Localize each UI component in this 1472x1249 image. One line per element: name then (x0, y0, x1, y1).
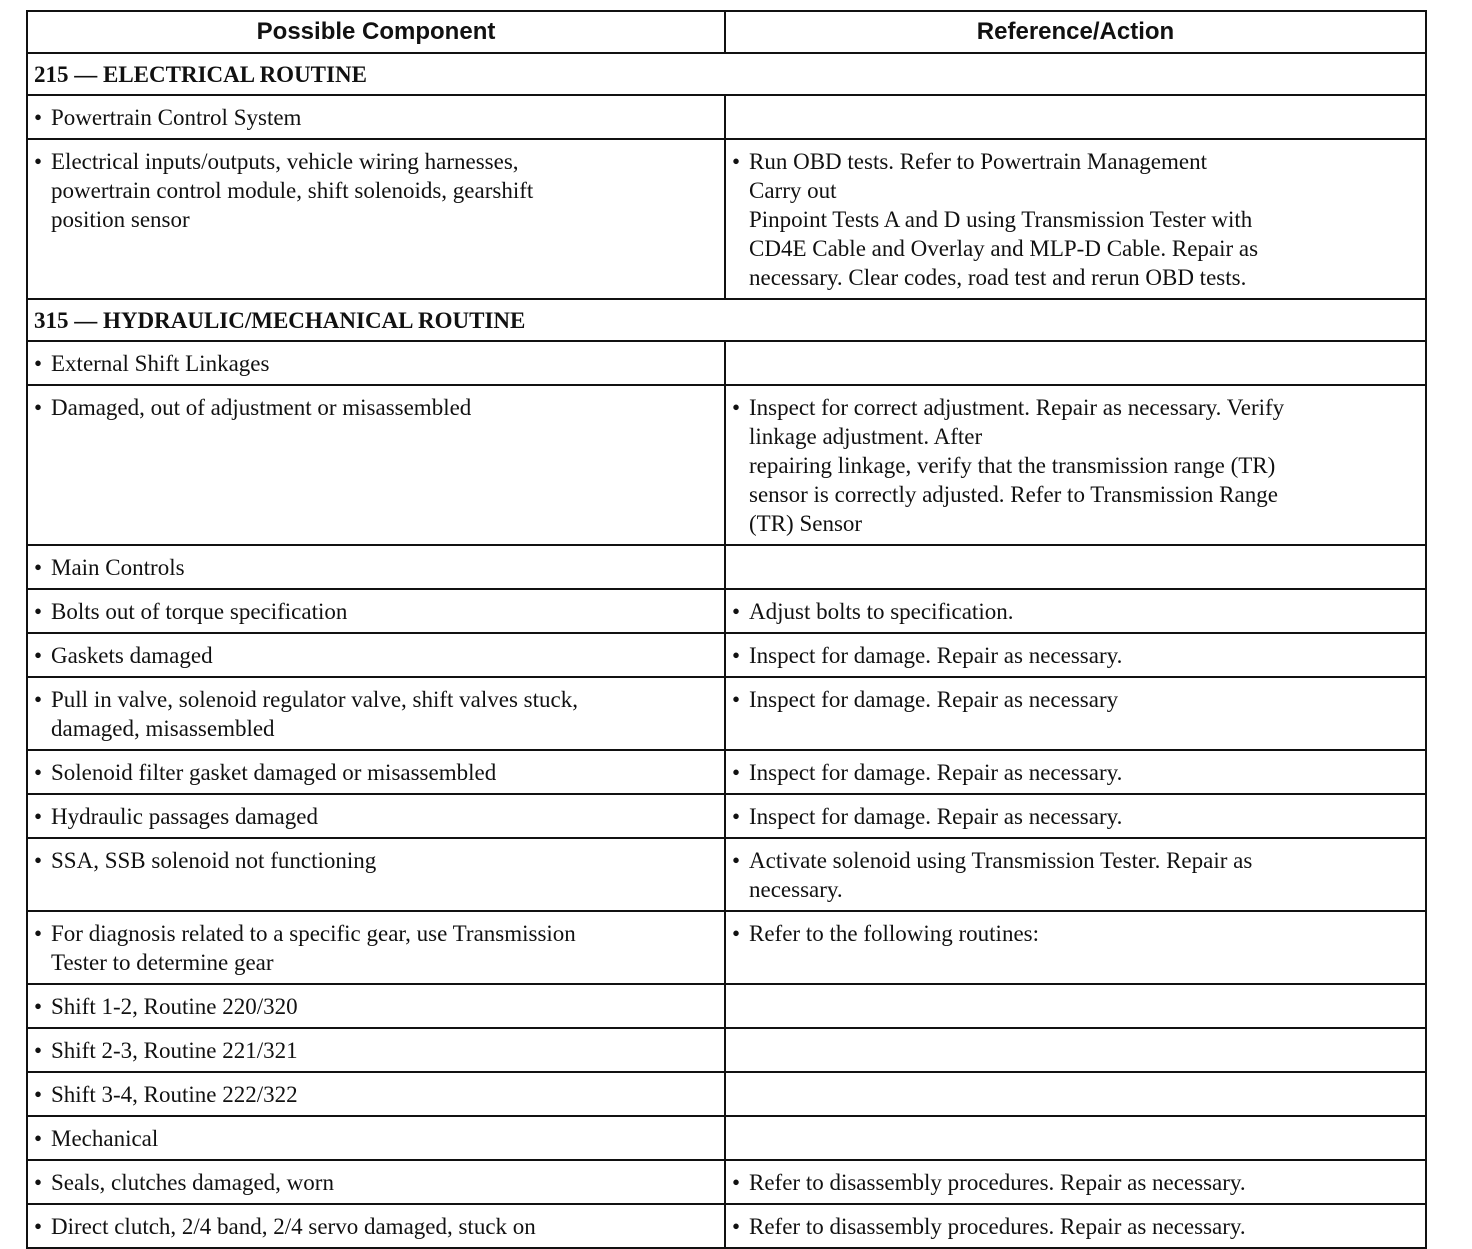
component-cell (27, 677, 725, 750)
table-row (27, 95, 1426, 139)
section-row (27, 299, 1426, 341)
action-line: necessary. (749, 877, 843, 902)
bullet-icon: • (34, 994, 43, 1019)
bullet-icon: • (34, 395, 43, 420)
component-text (51, 349, 718, 378)
section-heading: 315 — HYDRAULIC/MECHANICAL ROUTINE (27, 299, 1426, 341)
action-cell (725, 1204, 1426, 1248)
table-row (27, 341, 1426, 385)
bullet-icon: • (34, 599, 43, 624)
component-line: SSA, SSB solenoid not functioning (51, 848, 377, 873)
bullet-icon: • (34, 1170, 43, 1195)
table-body (27, 53, 1426, 1248)
component-line: Damaged, out of adjustment or misassembled (51, 395, 472, 420)
component-text (51, 1036, 718, 1065)
component-text (51, 1080, 718, 1109)
action-cell (725, 838, 1426, 911)
bullet-icon: • (34, 105, 43, 130)
bullet-icon: • (732, 1170, 741, 1195)
component-text (51, 1168, 718, 1197)
bullet-icon: • (34, 1082, 43, 1107)
action-text (749, 147, 1419, 292)
header-possible-component: Possible Component (27, 11, 725, 53)
component-cell (27, 984, 725, 1028)
component-line: Hydraulic passages damaged (51, 804, 318, 829)
table-row (27, 545, 1426, 589)
action-line: linkage adjustment. After (749, 424, 983, 449)
action-line: necessary. Clear codes, road test and rerun OBD tests. (749, 265, 1247, 290)
action-line: Refer to disassembly procedures. Repair as necessary. (749, 1214, 1246, 1239)
action-line: (TR) Sensor (749, 511, 863, 536)
table-row (27, 1072, 1426, 1116)
table-header-row (27, 11, 1426, 53)
component-text (51, 641, 718, 670)
action-cell (725, 794, 1426, 838)
bullet-icon: • (732, 804, 741, 829)
table-row (27, 984, 1426, 1028)
bullet-icon: • (732, 643, 741, 668)
bullet-icon: • (34, 643, 43, 668)
component-line: damaged, misassembled (51, 716, 275, 741)
action-line: Inspect for damage. Repair as necessary. (749, 643, 1123, 668)
header-reference-action: Reference/Action (725, 11, 1426, 53)
bullet-icon: • (732, 687, 741, 712)
bullet-icon: • (34, 804, 43, 829)
component-text (51, 846, 718, 875)
component-cell (27, 633, 725, 677)
action-cell (725, 589, 1426, 633)
component-line: For diagnosis related to a specific gear, use Transmission (51, 921, 576, 946)
action-text (749, 393, 1419, 538)
component-line: Mechanical (51, 1126, 159, 1151)
action-cell (725, 1028, 1426, 1072)
component-text (51, 758, 718, 787)
table-row (27, 794, 1426, 838)
action-text (749, 641, 1419, 670)
component-line: Seals, clutches damaged, worn (51, 1170, 334, 1195)
component-line: Shift 3-4, Routine 222/322 (51, 1082, 298, 1107)
action-cell (725, 984, 1426, 1028)
component-line: Direct clutch, 2/4 band, 2/4 servo damaged, stuck on (51, 1214, 536, 1239)
action-line: Run OBD tests. Refer to Powertrain Management (749, 149, 1207, 174)
component-text (51, 393, 718, 422)
action-cell (725, 385, 1426, 545)
bullet-icon: • (732, 599, 741, 624)
component-cell (27, 838, 725, 911)
action-line: Activate solenoid using Transmission Tester. Repair as (749, 848, 1253, 873)
action-line: Inspect for damage. Repair as necessary (749, 687, 1119, 712)
section-heading: 215 — ELECTRICAL ROUTINE (27, 53, 1426, 95)
action-cell (725, 1072, 1426, 1116)
bullet-icon: • (34, 760, 43, 785)
table-row (27, 838, 1426, 911)
action-cell (725, 545, 1426, 589)
action-text (749, 758, 1419, 787)
component-line: Tester to determine gear (51, 950, 274, 975)
table-row (27, 385, 1426, 545)
table-row (27, 750, 1426, 794)
component-text (51, 597, 718, 626)
bullet-icon: • (732, 149, 741, 174)
action-text (749, 802, 1419, 831)
bullet-icon: • (34, 1126, 43, 1151)
action-line: Pinpoint Tests A and D using Transmission Tester with (749, 207, 1253, 232)
component-cell (27, 1116, 725, 1160)
action-text (749, 685, 1419, 714)
table-row (27, 1204, 1426, 1248)
component-text (51, 147, 718, 234)
bullet-icon: • (34, 1038, 43, 1063)
action-cell (725, 677, 1426, 750)
bullet-icon: • (732, 848, 741, 873)
component-line: External Shift Linkages (51, 351, 270, 376)
component-cell (27, 589, 725, 633)
bullet-icon: • (732, 921, 741, 946)
bullet-icon: • (34, 149, 43, 174)
table-row (27, 139, 1426, 299)
component-cell (27, 794, 725, 838)
component-line: Electrical inputs/outputs, vehicle wiring harnesses, (51, 149, 519, 174)
component-cell (27, 750, 725, 794)
component-line: Shift 1-2, Routine 220/320 (51, 994, 298, 1019)
action-text (749, 1168, 1419, 1197)
bullet-icon: • (34, 555, 43, 580)
table-row (27, 1160, 1426, 1204)
component-text (51, 919, 718, 977)
component-cell (27, 341, 725, 385)
component-text (51, 1212, 718, 1241)
component-cell (27, 385, 725, 545)
component-text (51, 1124, 718, 1153)
component-line: Gaskets damaged (51, 643, 213, 668)
component-cell (27, 1160, 725, 1204)
bullet-icon: • (34, 351, 43, 376)
component-text (51, 103, 718, 132)
action-cell (725, 95, 1426, 139)
component-line: Shift 2-3, Routine 221/321 (51, 1038, 298, 1063)
action-cell (725, 750, 1426, 794)
action-text (749, 919, 1419, 948)
component-text (51, 802, 718, 831)
component-cell (27, 95, 725, 139)
table-row (27, 589, 1426, 633)
table-row (27, 633, 1426, 677)
component-cell (27, 911, 725, 984)
bullet-icon: • (732, 760, 741, 785)
action-line: Adjust bolts to specification. (749, 599, 1014, 624)
component-text (51, 553, 718, 582)
action-text (749, 846, 1419, 904)
component-cell (27, 1204, 725, 1248)
component-line: Main Controls (51, 555, 185, 580)
component-line: position sensor (51, 207, 190, 232)
action-cell (725, 1160, 1426, 1204)
action-line: Refer to disassembly procedures. Repair as necessary. (749, 1170, 1246, 1195)
component-cell (27, 545, 725, 589)
bullet-icon: • (732, 1214, 741, 1239)
component-cell (27, 1028, 725, 1072)
table-row (27, 677, 1426, 750)
section-row (27, 53, 1426, 95)
component-line: powertrain control module, shift solenoids, gearshift (51, 178, 534, 203)
table-row (27, 1116, 1426, 1160)
bullet-icon: • (34, 1214, 43, 1239)
component-cell (27, 1072, 725, 1116)
component-text (51, 685, 718, 743)
bullet-icon: • (34, 921, 43, 946)
action-text (749, 597, 1419, 626)
table-row (27, 911, 1426, 984)
action-line: Refer to the following routines: (749, 921, 1039, 946)
bullet-icon: • (732, 395, 741, 420)
bullet-icon: • (34, 687, 43, 712)
action-line: CD4E Cable and Overlay and MLP-D Cable. Repair as (749, 236, 1259, 261)
action-cell (725, 341, 1426, 385)
action-cell (725, 1116, 1426, 1160)
component-line: Bolts out of torque specification (51, 599, 348, 624)
action-line: sensor is correctly adjusted. Refer to Transmission Range (749, 482, 1278, 507)
action-text (749, 1212, 1419, 1241)
table-row (27, 1028, 1426, 1072)
action-line: Inspect for damage. Repair as necessary. (749, 760, 1123, 785)
action-cell (725, 139, 1426, 299)
component-line: Solenoid filter gasket damaged or misassembled (51, 760, 497, 785)
action-line: repairing linkage, verify that the transmission range (TR) (749, 453, 1276, 478)
diagnosis-table (26, 10, 1427, 1249)
component-text (51, 992, 718, 1021)
action-line: Carry out (749, 178, 837, 203)
action-cell (725, 911, 1426, 984)
component-cell (27, 139, 725, 299)
component-line: Powertrain Control System (51, 105, 302, 130)
action-cell (725, 633, 1426, 677)
bullet-icon: • (34, 848, 43, 873)
action-line: Inspect for damage. Repair as necessary. (749, 804, 1123, 829)
component-line: Pull in valve, solenoid regulator valve, shift valves stuck, (51, 687, 578, 712)
action-line: Inspect for correct adjustment. Repair as necessary. Verify (749, 395, 1285, 420)
